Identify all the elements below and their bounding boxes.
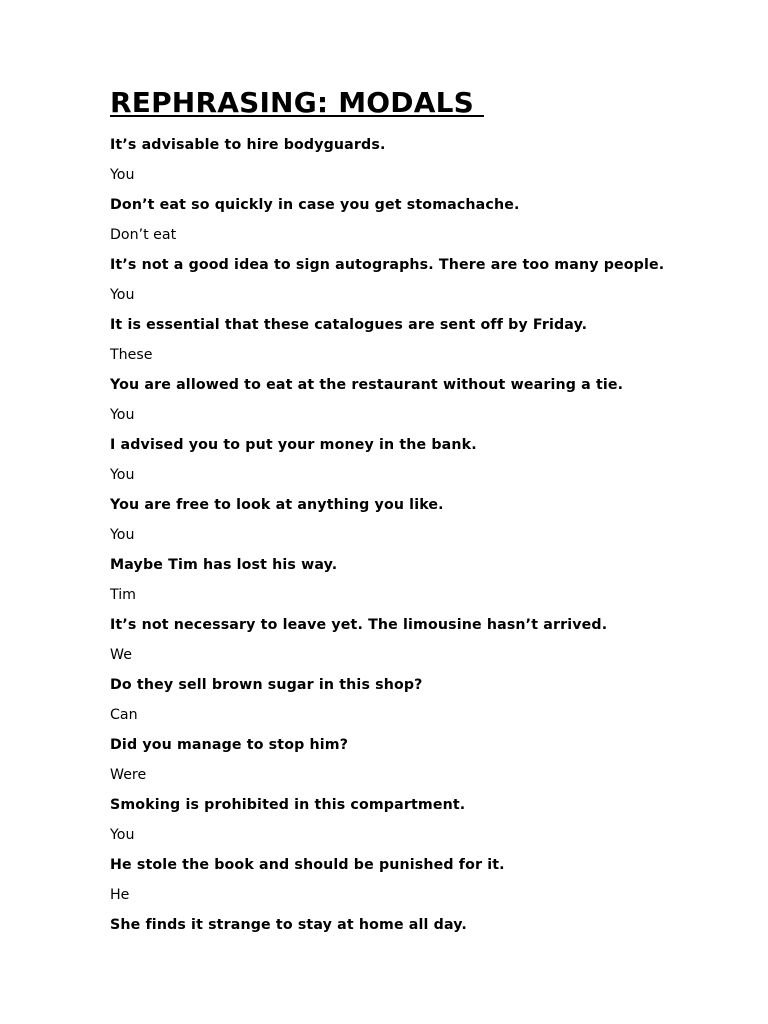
answer-prompt[interactable]: You xyxy=(110,467,135,483)
exercise-sentence: It’s advisable to hire bodyguards. xyxy=(110,137,386,153)
exercise-sentence: He stole the book and should be punished for it. xyxy=(110,857,505,873)
exercise-sentence: She finds it strange to stay at home all day. xyxy=(110,917,467,933)
exercise-sentence: Maybe Tim has lost his way. xyxy=(110,557,338,573)
exercise-item xyxy=(110,910,730,970)
answer-prompt[interactable]: Tim xyxy=(110,587,136,603)
exercise-item xyxy=(110,790,730,850)
exercise-sentence: It is essential that these catalogues are sent off by Friday. xyxy=(110,317,588,333)
answer-prompt[interactable]: You xyxy=(110,167,135,183)
exercise-item xyxy=(110,130,730,190)
answer-prompt[interactable]: You xyxy=(110,527,135,543)
answer-prompt[interactable]: You xyxy=(110,407,135,423)
page-title: REPHRASING: MODALS xyxy=(110,86,484,119)
exercise-item xyxy=(110,370,730,430)
document-page xyxy=(110,84,730,970)
answer-prompt[interactable]: Don’t eat xyxy=(110,227,177,243)
answer-prompt[interactable]: We xyxy=(110,647,132,663)
exercise-sentence: You are allowed to eat at the restaurant without wearing a tie. xyxy=(110,377,624,393)
exercise-item xyxy=(110,430,730,490)
exercise-sentence: Smoking is prohibited in this compartment. xyxy=(110,797,466,813)
exercise-list xyxy=(110,130,730,970)
exercise-item xyxy=(110,850,730,910)
answer-prompt[interactable]: Were xyxy=(110,767,147,783)
exercise-sentence: It’s not a good idea to sign autographs. There are too many people. xyxy=(110,257,665,273)
exercise-item xyxy=(110,310,730,370)
answer-prompt[interactable]: Can xyxy=(110,707,138,723)
exercise-sentence: Did you manage to stop him? xyxy=(110,737,349,753)
exercise-item xyxy=(110,250,730,310)
exercise-item xyxy=(110,610,730,670)
exercise-item xyxy=(110,490,730,550)
exercise-sentence: Don’t eat so quickly in case you get stomachache. xyxy=(110,197,520,213)
exercise-item xyxy=(110,550,730,610)
exercise-sentence: It’s not necessary to leave yet. The limousine hasn’t arrived. xyxy=(110,617,608,633)
answer-prompt[interactable] xyxy=(110,940,730,970)
exercise-item xyxy=(110,730,730,790)
exercise-item xyxy=(110,190,730,250)
exercise-sentence: Do they sell brown sugar in this shop? xyxy=(110,677,423,693)
answer-prompt[interactable]: He xyxy=(110,887,130,903)
exercise-item xyxy=(110,670,730,730)
answer-prompt[interactable]: These xyxy=(110,347,153,363)
answer-prompt[interactable]: You xyxy=(110,827,135,843)
exercise-sentence: You are free to look at anything you like. xyxy=(110,497,444,513)
answer-prompt[interactable]: You xyxy=(110,287,135,303)
exercise-sentence: I advised you to put your money in the bank. xyxy=(110,437,477,453)
